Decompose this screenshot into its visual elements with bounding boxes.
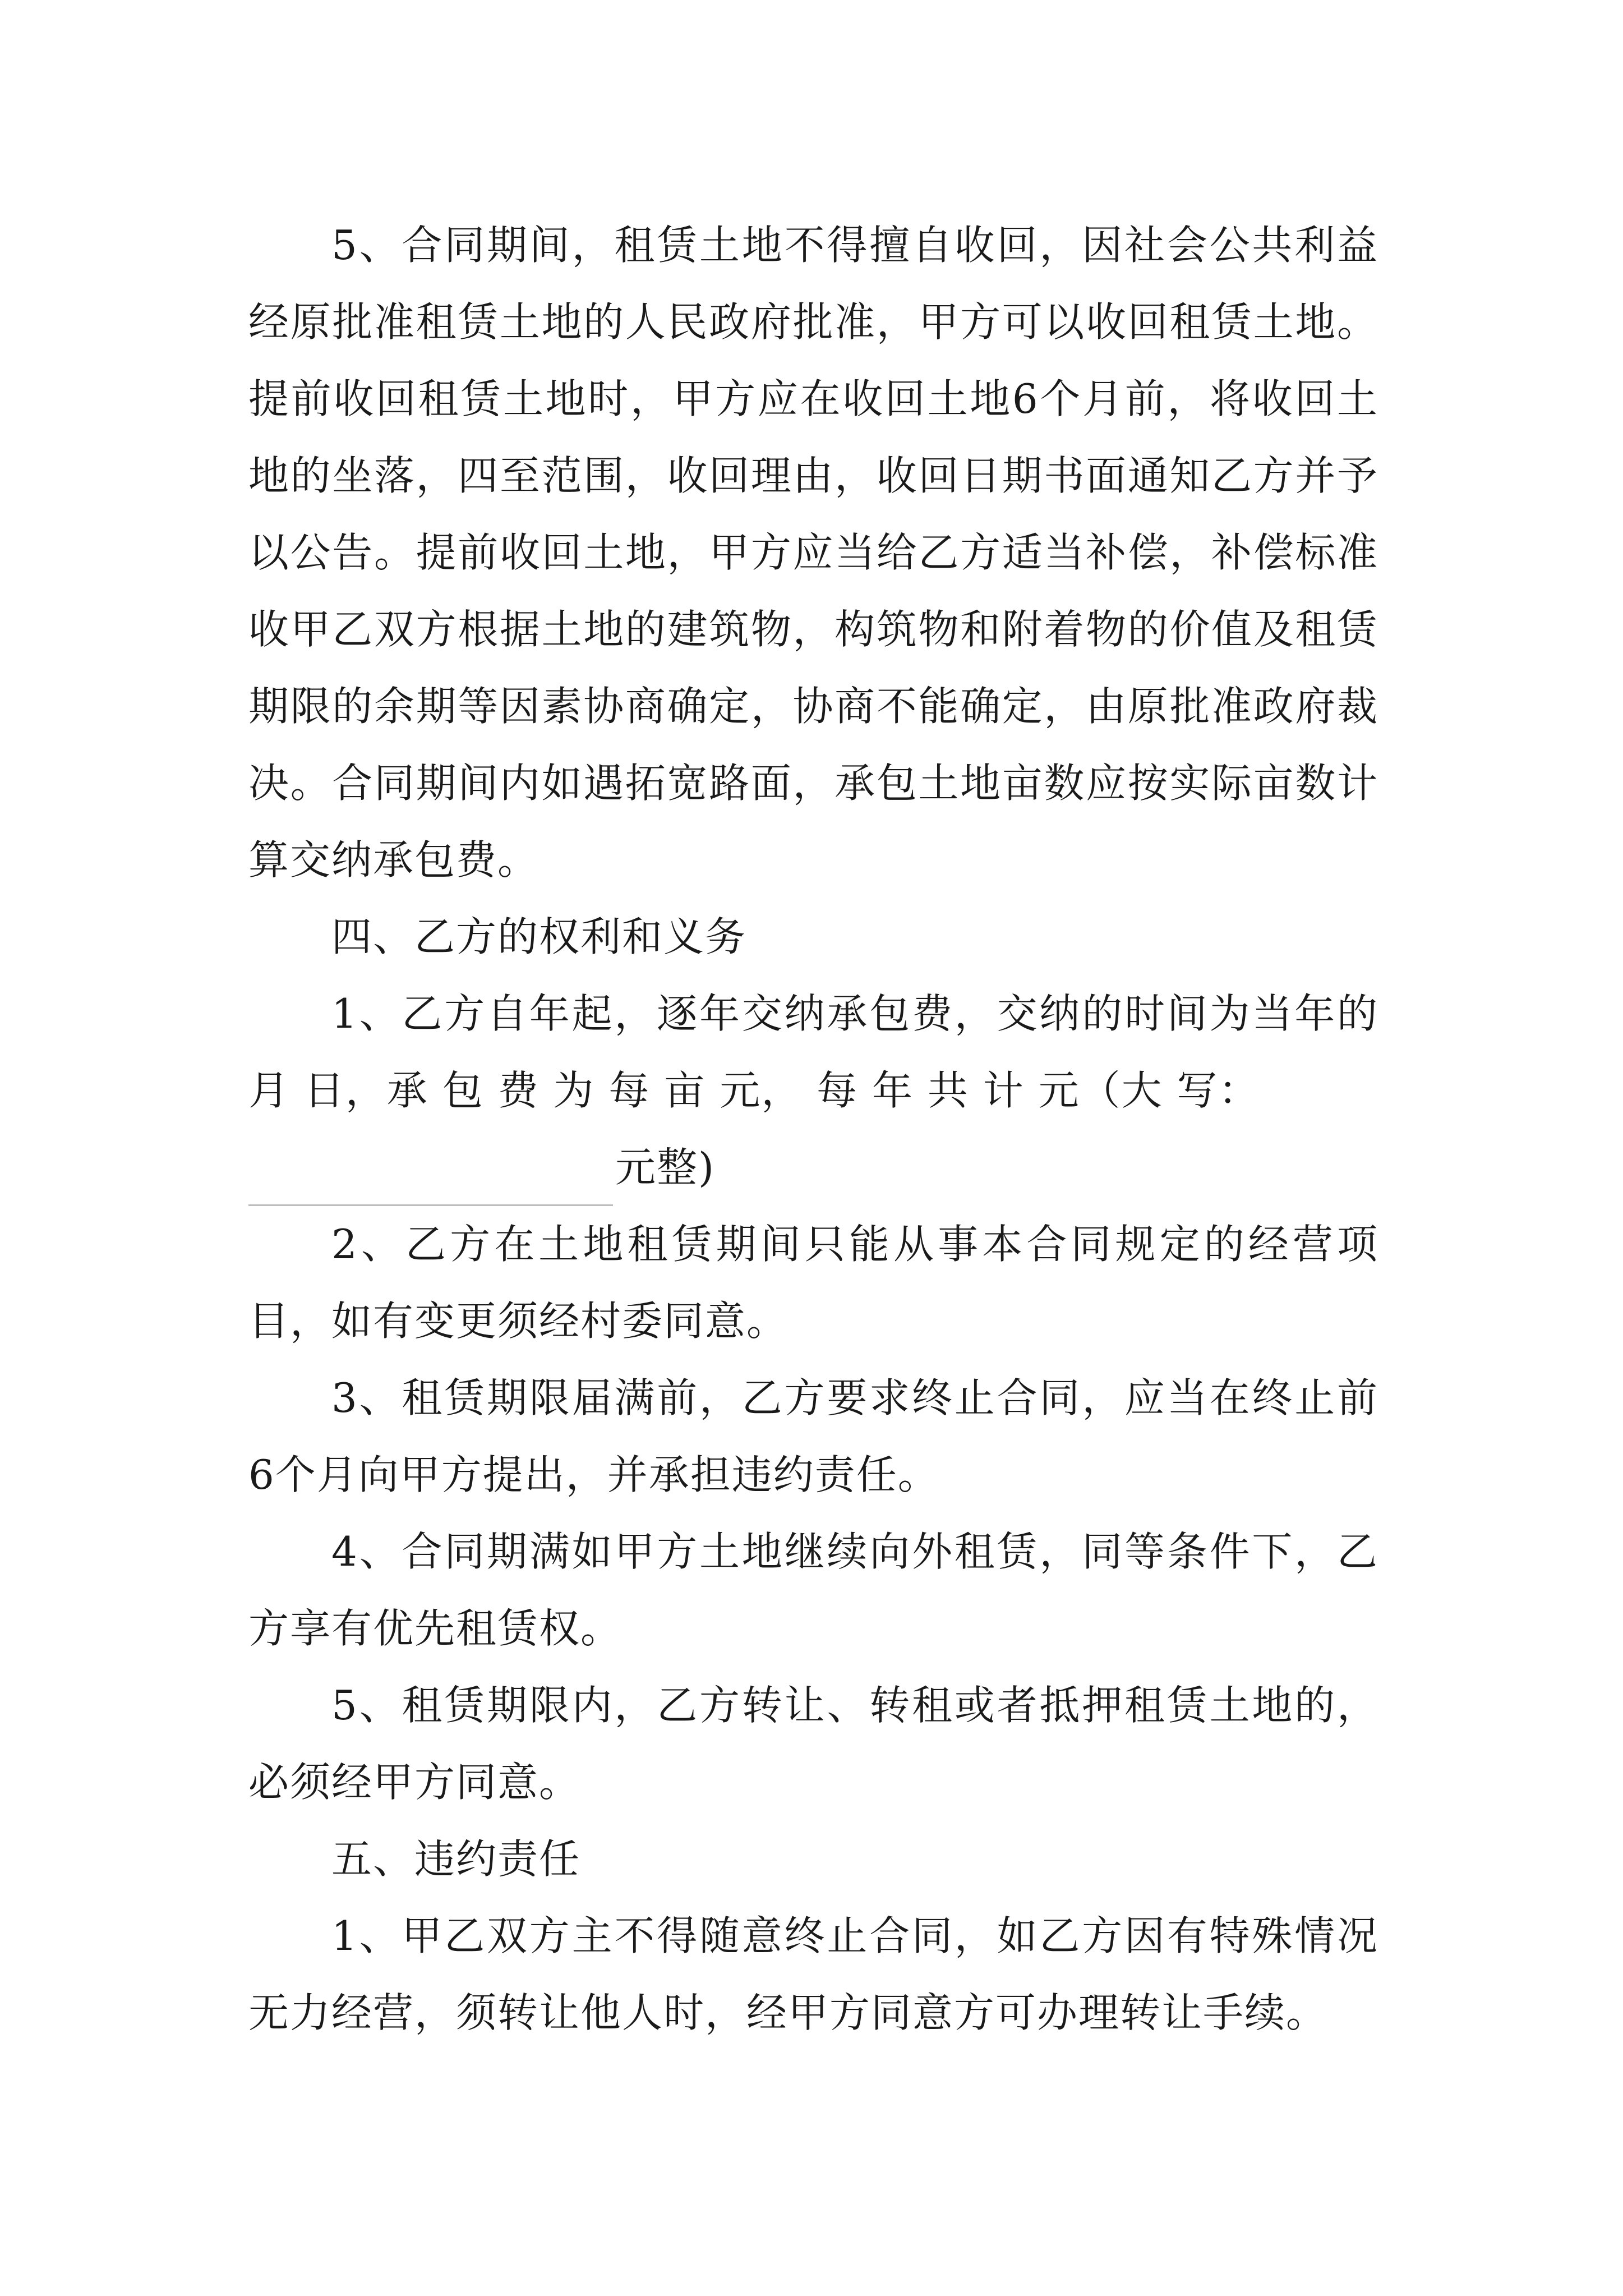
clause-5-1: 1、甲乙双方主不得随意终止合同，如乙方因有特殊情况无力经营，须转让他人时，经甲方同意方可办理转让手续。 bbox=[248, 1912, 1378, 2036]
clause-4-2: 2、乙方在土地租赁期间只能从事本合同规定的经营项目，如有变更须经村委同意。 bbox=[248, 1221, 1378, 1345]
amount-blank bbox=[248, 1159, 613, 1206]
clause-3-5: 5、合同期间，租赁土地不得擅自收回，因社会公共利益经原批准租赁土地的人民政府批准，甲方可以收回租赁土地。提前收回租赁土地时，甲方应在收回土地6个月前，将收回土地的坐落，四至范围，收回理由，收回日期书面通知乙方并予以公告。提前收回土地，甲方应当给乙方适当补偿，补偿标准收甲乙双方根据土地的建筑物，构筑物和附着物的价值及租赁期限的余期等因素协商确定，协商不能确定，由原批准政府裁决。合同期间内如遇拓宽路面，承包土地亩数应按实际亩数计算交纳承包费。 bbox=[248, 222, 1378, 884]
clause-4-1 bbox=[248, 976, 1378, 1206]
clause-4-3: 3、租赁期限届满前，乙方要求终止合同，应当在终止前6个月向甲方提出，并承担违约责任。 bbox=[248, 1374, 1378, 1498]
section-4-heading: 四、乙方的权利和义务 bbox=[331, 913, 747, 960]
clause-4-1-text: 1、乙方自年起，逐年交纳承包费，交纳的时间为当年的 月 日，承 包 费 为 每 亩 元， 每 年 共 计 元（大 写： bbox=[248, 990, 1378, 1114]
clause-4-4: 4、合同期满如甲方土地继续向外租赁，同等条件下，乙方享有优先租赁权。 bbox=[248, 1528, 1378, 1652]
clause-4-5: 5、租赁期限内，乙方转让、转租或者抵押租赁土地的，必须经甲方同意。 bbox=[248, 1682, 1378, 1806]
clause-4-1-suffix: 元整) bbox=[615, 1144, 716, 1191]
section-5-heading: 五、违约责任 bbox=[331, 1835, 581, 1883]
document-body bbox=[248, 207, 1378, 2051]
